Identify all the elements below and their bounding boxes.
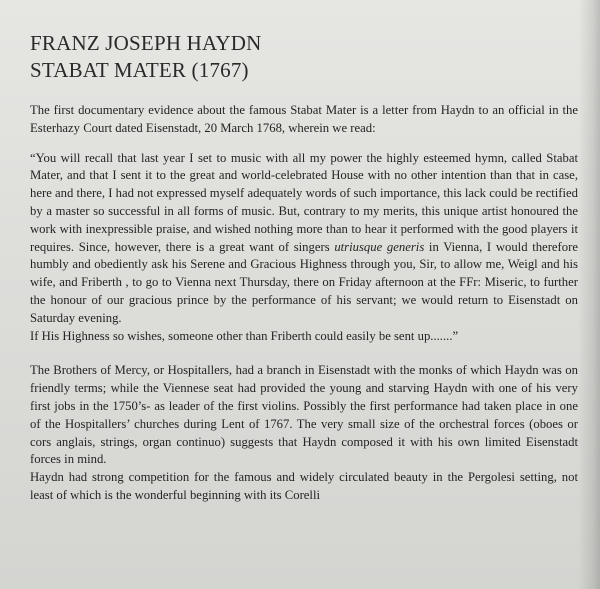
paragraph-pergolesi: Haydn had strong competition for the famous and widely circulated beauty in the Pergolesi setting, not least of which is the wonderful beginning with its Corelli xyxy=(30,470,578,502)
paragraph-letter-closing: If His Highness so wishes, someone other than Friberth could easily be sent up.......” xyxy=(30,328,459,343)
page-content xyxy=(30,30,578,505)
heading-composer: FRANZ JOSEPH HAYDN xyxy=(30,31,262,55)
paragraph-hospitallers: The Brothers of Mercy, or Hospitallers, had a branch in Eisenstadt with the monks of which Haydn was on friendly terms; while the Viennese seat had provided the young and starving Haydn with one of his very first jobs in the 1750’s- as leader of the first violins. Possibly the first performance had taken place in one of the Hospitallers’ churches during Lent of 1767. The very small size of the orchestral forces (oboes or cors anglais, strings, organ continuo) suggests that Haydn composed it with his own limited Eisenstadt forces in mind. xyxy=(30,363,578,467)
paragraph-intro: The first documentary evidence about the famous Stabat Mater is a letter from Haydn to an official in the Esterhazy Court dated Eisenstadt, 20 March 1768, wherein we read: xyxy=(30,103,578,135)
heading xyxy=(30,30,578,84)
quote-italic-phrase: utriusque generis xyxy=(334,239,425,254)
quote-text-part-2: in Vienna, I would therefore humbly and obediently ask his Serene and Gracious Highness through you, Sir, to allow me, Weigl and his wife, and Friberth , to go to Vienna next Thursday, there on Friday afternoon at the FFr: Miseric, to further the honour of our gracious prince by the performance of his servant; we would return to Eisenstadt on Saturday evening. xyxy=(30,239,578,325)
page-fold-shadow xyxy=(578,0,600,589)
body-text xyxy=(30,102,578,505)
paragraph-letter-quote xyxy=(30,150,578,328)
heading-work: STABAT MATER (1767) xyxy=(30,58,249,82)
quote-text-part-1: “You will recall that last year I set to music with all my power the highly esteemed hymn, called Stabat Mater, and that I sent it to the great and world-celebrated House with no other intention than that in case, here and there, I had not expressed myself adequately words of such importance, this lack could be rectified by a master so successful in all forms of music. But, contrary to my merits, this unique artist honoured the work with inexpressible praise, and wished nothing more than to hear it performed with the good players it requires. Since, however, there is a great want of singers xyxy=(30,150,578,254)
